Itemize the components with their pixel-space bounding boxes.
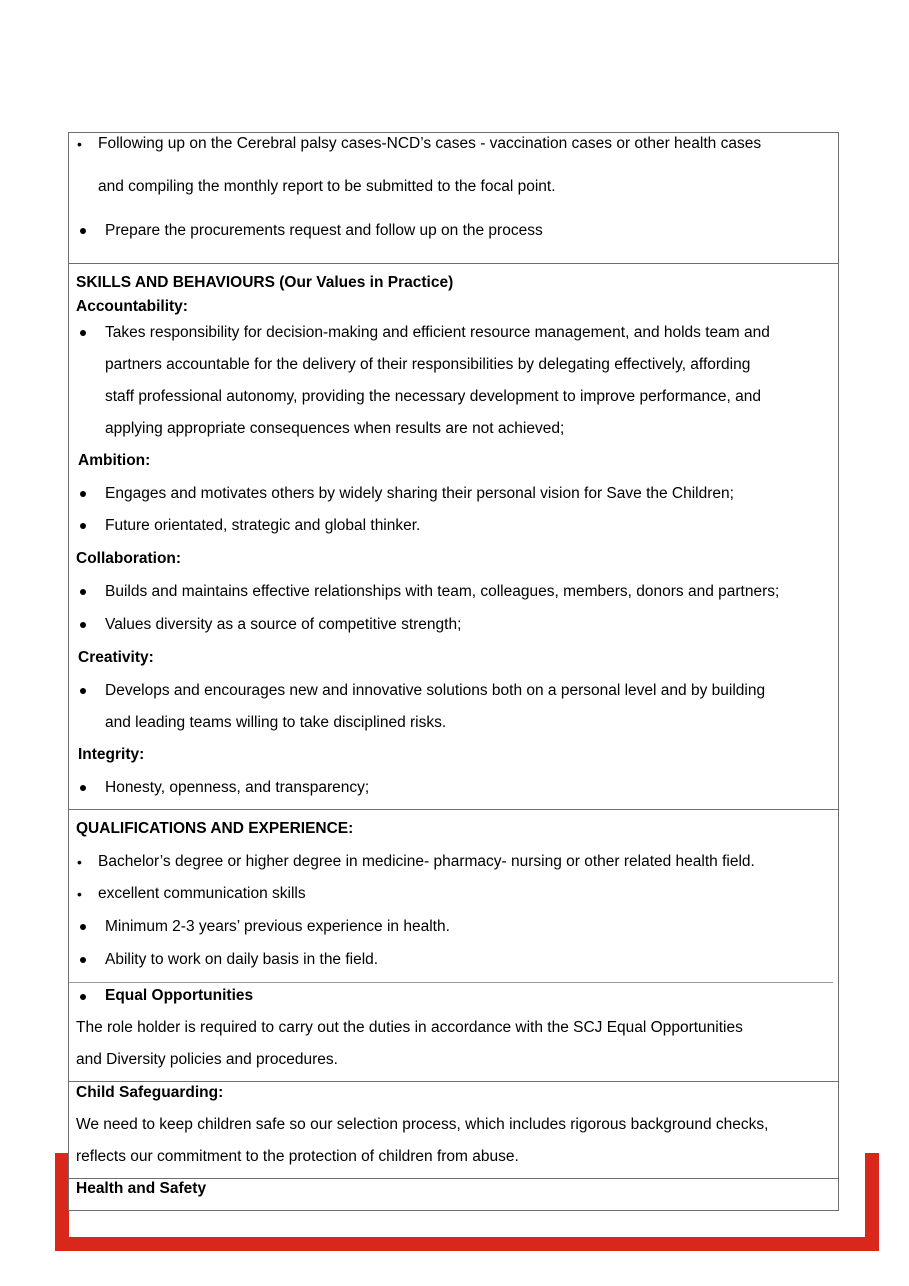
bullet-icon <box>80 330 86 336</box>
subheading-health-safety: Health and Safety <box>76 1180 207 1197</box>
paragraph-line: reflects our commitment to the protection of children from abuse. <box>76 1148 519 1165</box>
subheading-collaboration: Collaboration: <box>76 550 182 567</box>
list-item: Honesty, openness, and transparency; <box>105 779 370 796</box>
paragraph-line: Develops and encourages new and innovative solutions both on a personal level and by building <box>105 682 766 699</box>
list-item: Following up on the Cerebral palsy cases-NCD’s cases - vaccination cases or other health cases <box>98 135 762 152</box>
bullet-icon <box>80 785 86 791</box>
subheading-equal-opportunities: Equal Opportunities <box>105 987 254 1004</box>
list-item: Minimum 2-3 years’ previous experience in health. <box>105 918 450 935</box>
bullet-icon <box>80 228 86 234</box>
list-item: Builds and maintains effective relationships with team, colleagues, members, donors and partners; <box>105 583 780 600</box>
paragraph-line: and leading teams willing to take disciplined risks. <box>105 714 447 731</box>
subheading-child-safeguarding: Child Safeguarding: <box>76 1084 224 1101</box>
list-item: Future orientated, strategic and global thinker. <box>105 517 421 534</box>
list-item: Ability to work on daily basis in the field. <box>105 951 379 968</box>
list-item: Engages and motivates others by widely sharing their personal vision for Save the Children; <box>105 485 734 502</box>
list-item-continuation: and compiling the monthly report to be submitted to the focal point. <box>98 178 556 195</box>
bullet-icon: • <box>77 854 82 870</box>
bullet-icon: • <box>77 886 82 902</box>
row-divider <box>69 982 833 983</box>
bullet-icon <box>80 523 86 529</box>
section-title: QUALIFICATIONS AND EXPERIENCE: <box>76 820 354 837</box>
row-divider <box>69 263 838 264</box>
paragraph-line: and Diversity policies and procedures. <box>76 1051 338 1068</box>
bullet-icon <box>80 924 86 930</box>
row-divider <box>69 1081 838 1082</box>
paragraph-line: partners accountable for the delivery of their responsibilities by delegating effectively, affording <box>105 356 751 373</box>
paragraph-line: The role holder is required to carry out the duties in accordance with the SCJ Equal Opportunities <box>76 1019 743 1036</box>
list-item: Bachelor’s degree or higher degree in medicine- pharmacy- nursing or other related health field. <box>98 853 755 870</box>
row-divider <box>69 809 838 810</box>
paragraph-line: staff professional autonomy, providing the necessary development to improve performance, and <box>105 388 761 405</box>
subheading-creativity: Creativity: <box>78 649 154 666</box>
subheading-integrity: Integrity: <box>78 746 145 763</box>
bullet-icon <box>80 957 86 963</box>
bullet-icon <box>80 688 86 694</box>
list-item: Prepare the procurements request and follow up on the process <box>105 222 543 239</box>
paragraph-line: Takes responsibility for decision-making and efficient resource management, and holds team and <box>105 324 770 341</box>
list-item: Values diversity as a source of competitive strength; <box>105 616 462 633</box>
section-title: SKILLS AND BEHAVIOURS (Our Values in Practice) <box>76 274 454 291</box>
bullet-icon <box>80 994 86 1000</box>
subheading-ambition: Ambition: <box>78 452 151 469</box>
list-item: excellent communication skills <box>98 885 306 902</box>
bullet-icon <box>80 491 86 497</box>
bullet-icon: • <box>77 136 82 152</box>
subheading-accountability: Accountability: <box>76 298 188 315</box>
bullet-icon <box>80 622 86 628</box>
paragraph-line: We need to keep children safe so our selection process, which includes rigorous background checks, <box>76 1116 769 1133</box>
bullet-icon <box>80 589 86 595</box>
job-description-table <box>68 132 839 1211</box>
paragraph-line: applying appropriate consequences when results are not achieved; <box>105 420 565 437</box>
